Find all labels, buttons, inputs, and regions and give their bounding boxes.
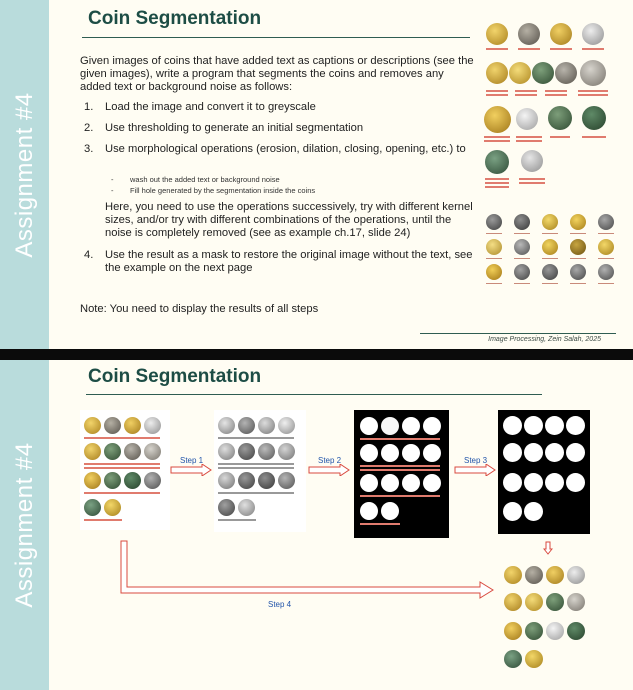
note-text: Note: You need to display the results of all steps	[80, 303, 319, 315]
sub-bullet-1: wash out the added text or background noise	[130, 175, 280, 184]
intro-text: Given images of coins that have added text as captions or descriptions (see the given images), write a program that segments the coins and removes any added text or background noise as follows:	[80, 55, 474, 93]
mask-image-panel	[498, 410, 590, 534]
sub-bullet-dash-2: -	[111, 186, 114, 195]
greyscale-image-panel	[214, 410, 306, 532]
step-3-label: Step 3	[464, 456, 488, 465]
sub-bullet-2: Fill hole generated by the segmentation inside the coins	[130, 186, 316, 195]
slide-title: Coin Segmentation	[88, 8, 262, 29]
step-1-label: Step 1	[180, 456, 204, 465]
slide-1: Assignment #4 Coin Segmentation Given images of coins that have added text as captions or descriptions (see the given images), write a program that segments the coins and removes any added text or background noise as follows: 1. Load the image and convert it to greyscale 2. Use thresholding to generate an initial segmentation 3. Use morphological operations (erosion, dilation, closing, opening, etc.) to - wash out the added text or background noise - Fill hole generated by the segmentation inside the coins Here, you need to use the operations successively, try with different kernel sizes, and/or try with different combinations of the operations, until the noise is completely removed (see as example ch.17, slide 24) 4. Use the result as a mask to restore the original image without the text, see the example on the next page Note: You need to display the results of all steps Image Processing, Zein Salah, 2025	[0, 0, 633, 349]
step-1-arrow-icon	[170, 464, 212, 476]
slide-2	[0, 360, 633, 690]
sidebar	[0, 360, 49, 690]
sidebar-text: Assignment #4	[10, 91, 38, 258]
sidebar-text: Assignment #4	[10, 442, 38, 608]
down-arrow-icon	[543, 541, 553, 555]
step-3-arrow-icon	[454, 464, 496, 476]
step-2-label: Step 2	[318, 456, 342, 465]
sidebar	[0, 0, 49, 349]
footer-text: Image Processing, Zein Salah, 2025	[488, 336, 601, 343]
step-2-arrow-icon	[308, 464, 350, 476]
restored-image-panel	[500, 560, 595, 678]
footer-rule	[420, 333, 616, 334]
step-4-arrow-icon	[118, 540, 496, 604]
slide-title: Coin Segmentation	[88, 366, 262, 387]
title-rule	[86, 394, 542, 395]
operations-paragraph: Here, you need to use the operations successively, try with different kernel sizes, and/or try with different combinations of the operations, until the noise is completely removed (see as example ch.17, slide 24)	[105, 201, 473, 239]
original-image-panel	[80, 410, 170, 530]
title-rule	[82, 37, 470, 38]
threshold-image-panel	[354, 410, 449, 538]
sub-bullet-dash-1: -	[111, 175, 114, 184]
step-4-label: Step 4	[268, 600, 292, 609]
